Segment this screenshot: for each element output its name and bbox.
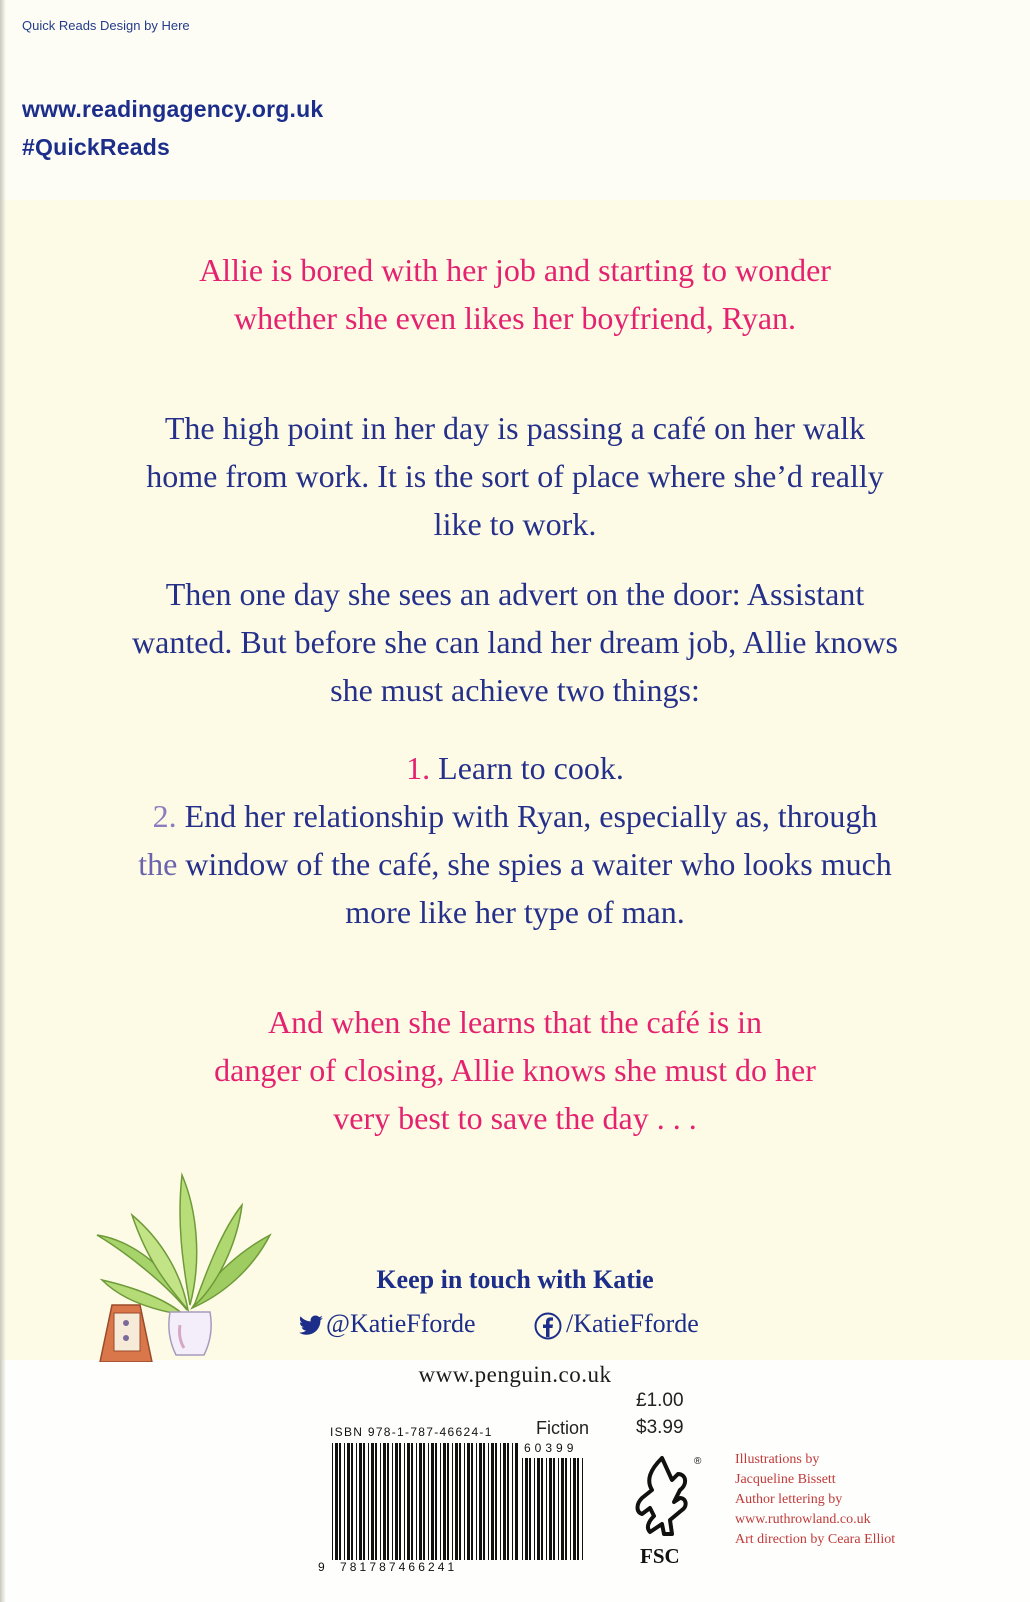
barcode-bar — [471, 1443, 473, 1560]
reading-agency-url[interactable]: www.readingagency.org.uk — [22, 96, 324, 122]
barcode-bar — [335, 1443, 338, 1560]
blurb-intro-line-2: whether she even likes her boyfriend, Ryan. — [233, 300, 797, 336]
barcode-bar — [359, 1443, 362, 1560]
barcode-bar — [573, 1458, 576, 1560]
barcode-bar — [339, 1443, 341, 1560]
barcode-addon-digits: 60399 — [524, 1441, 578, 1455]
credit-line-3: Author lettering by — [735, 1492, 843, 1507]
para2-line-2: wanted. But before she can land her dream job, Allie knows — [132, 624, 898, 660]
barcode-bar — [431, 1443, 434, 1560]
para1-line-2: home from work. It is the sort of place where she’d really — [146, 458, 884, 494]
barcode-bar — [500, 1443, 501, 1560]
barcode-bar — [368, 1443, 369, 1560]
barcode-bar — [332, 1443, 333, 1560]
barcode-bar — [553, 1458, 555, 1560]
blurb-paragraph-1 — [50, 404, 980, 548]
barcode-bar — [507, 1443, 509, 1560]
para2-line-3: she must achieve two things: — [330, 672, 700, 708]
barcode-bar — [423, 1443, 425, 1560]
barcode-bar — [582, 1458, 583, 1560]
blurb-intro-line-1: Allie is bored with her job and starting to wonder — [199, 252, 831, 288]
barcode-bar — [404, 1443, 405, 1560]
outro-line-3: very best to save the day . . . — [333, 1100, 697, 1136]
list-item-2-line-3: more like her type of man. — [345, 894, 685, 930]
list-item-2-line-1 — [50, 792, 980, 840]
barcode-bar — [549, 1458, 552, 1560]
barcode-bar — [387, 1443, 389, 1560]
ean-first-digit: 9 — [318, 1560, 325, 1574]
barcode-bar — [459, 1443, 461, 1560]
barcode-bar — [395, 1443, 398, 1560]
genre-label: Fiction — [536, 1418, 590, 1438]
barcode-bar — [534, 1458, 535, 1560]
barcode-bar — [570, 1458, 571, 1560]
price-usd: $3.99 — [636, 1417, 684, 1438]
blurb-intro — [50, 246, 980, 342]
list-item-1-text: Learn to cook. — [438, 750, 624, 786]
barcode-bar — [476, 1443, 477, 1560]
barcode-bar — [392, 1443, 393, 1560]
barcode-bar — [522, 1458, 523, 1560]
barcode-bar — [495, 1443, 497, 1560]
barcode-bar — [435, 1443, 437, 1560]
credit-line-4: www.ruthrowland.co.uk — [735, 1512, 871, 1527]
blurb-list — [50, 744, 980, 936]
sandwich-board — [100, 1305, 152, 1362]
social-links — [290, 1307, 750, 1343]
barcode-bar — [371, 1443, 374, 1560]
barcode-bar — [440, 1443, 441, 1560]
barcode-bar — [411, 1443, 413, 1560]
barcode-bar — [558, 1458, 559, 1560]
barcode-bar — [515, 1443, 518, 1560]
quickreads-hashtag: #QuickReads — [22, 134, 170, 160]
price-gbp: £1.00 — [636, 1390, 684, 1411]
list-item-2-text-2: window of the café, she spies a waiter who looks much — [185, 846, 892, 882]
facebook-handle[interactable]: /KatieFforde — [566, 1309, 699, 1338]
barcode-bar — [443, 1443, 446, 1560]
barcode-bar — [577, 1458, 579, 1560]
plant-illustration — [92, 1110, 272, 1362]
barcode-bar — [503, 1443, 506, 1560]
registered-mark: ® — [694, 1456, 702, 1467]
barcode-bar — [380, 1443, 381, 1560]
barcode-bar — [419, 1443, 422, 1560]
barcode-bar — [455, 1443, 458, 1560]
vase — [169, 1312, 211, 1355]
barcode-bar — [407, 1443, 410, 1560]
cover-edge-shadow — [0, 0, 6, 1602]
barcode-bar — [537, 1458, 540, 1560]
barcode-bar — [512, 1443, 513, 1560]
illustration-credits — [735, 1450, 1015, 1550]
twitter-handle[interactable]: @KatieFforde — [326, 1309, 476, 1338]
credit-line-5: Art direction by Ceara Elliot — [735, 1532, 896, 1547]
credit-line-2: Jacqueline Bissett — [735, 1472, 836, 1487]
fsc-label: FSC — [640, 1544, 680, 1568]
barcode-bar — [344, 1443, 345, 1560]
barcode-bar — [428, 1443, 429, 1560]
barcode-bar — [351, 1443, 353, 1560]
barcode-bar — [447, 1443, 449, 1560]
keep-in-touch-heading: Keep in touch with Katie — [376, 1265, 654, 1294]
isbn-text: ISBN 978-1-787-46624-1 — [330, 1425, 493, 1439]
barcode-bar — [452, 1443, 453, 1560]
barcode-bar — [479, 1443, 482, 1560]
credit-line-1: Illustrations by — [735, 1452, 820, 1467]
twitter-icon[interactable] — [298, 1315, 324, 1337]
barcode-bar — [565, 1458, 567, 1560]
barcode-bar — [399, 1443, 401, 1560]
barcode-bar — [347, 1443, 350, 1560]
para1-line-3: like to work. — [433, 506, 597, 542]
barcode-bar — [363, 1443, 365, 1560]
barcode-bar — [491, 1443, 494, 1560]
para2-line-1: Then one day she sees an advert on the door: Assistant — [165, 576, 865, 612]
list-item-2-text-1: End her relationship with Ryan, especially as, through — [184, 798, 878, 834]
barcode-bar — [529, 1458, 531, 1560]
ean-digits: 781787466241 — [340, 1560, 458, 1574]
list-item-2-prefix: the — [138, 846, 178, 882]
para1-line-1: The high point in her day is passing a café on her walk — [164, 410, 866, 446]
design-credit: Quick Reads Design by Here — [22, 18, 190, 33]
barcode-bar — [356, 1443, 357, 1560]
list-item-1 — [50, 744, 980, 792]
plant-leaves — [97, 1175, 270, 1315]
outro-line-2: danger of closing, Allie knows she must do her — [214, 1052, 816, 1088]
barcode-bar — [383, 1443, 386, 1560]
outro-line-1: And when she learns that the café is in — [267, 1004, 763, 1040]
blurb-paragraph-2 — [50, 570, 980, 714]
list-item-2-number: 2. — [152, 798, 177, 834]
barcode-bar — [525, 1458, 528, 1560]
barcode-addon — [522, 1458, 586, 1560]
barcode-bar — [375, 1443, 377, 1560]
barcode-bar — [561, 1458, 564, 1560]
fsc-tree-icon — [628, 1450, 706, 1536]
barcode-bar — [416, 1443, 417, 1560]
list-item-2-line-2 — [50, 840, 980, 888]
barcode-bar — [488, 1443, 489, 1560]
barcode-bar — [464, 1443, 465, 1560]
barcode-bar — [546, 1458, 547, 1560]
facebook-icon[interactable] — [534, 1312, 562, 1340]
penguin-url[interactable]: www.penguin.co.uk — [418, 1362, 612, 1387]
barcode-main — [332, 1443, 518, 1560]
barcode-bar — [483, 1443, 485, 1560]
list-item-1-number: 1. — [406, 750, 431, 786]
barcode-bar — [541, 1458, 543, 1560]
barcode-bar — [467, 1443, 470, 1560]
